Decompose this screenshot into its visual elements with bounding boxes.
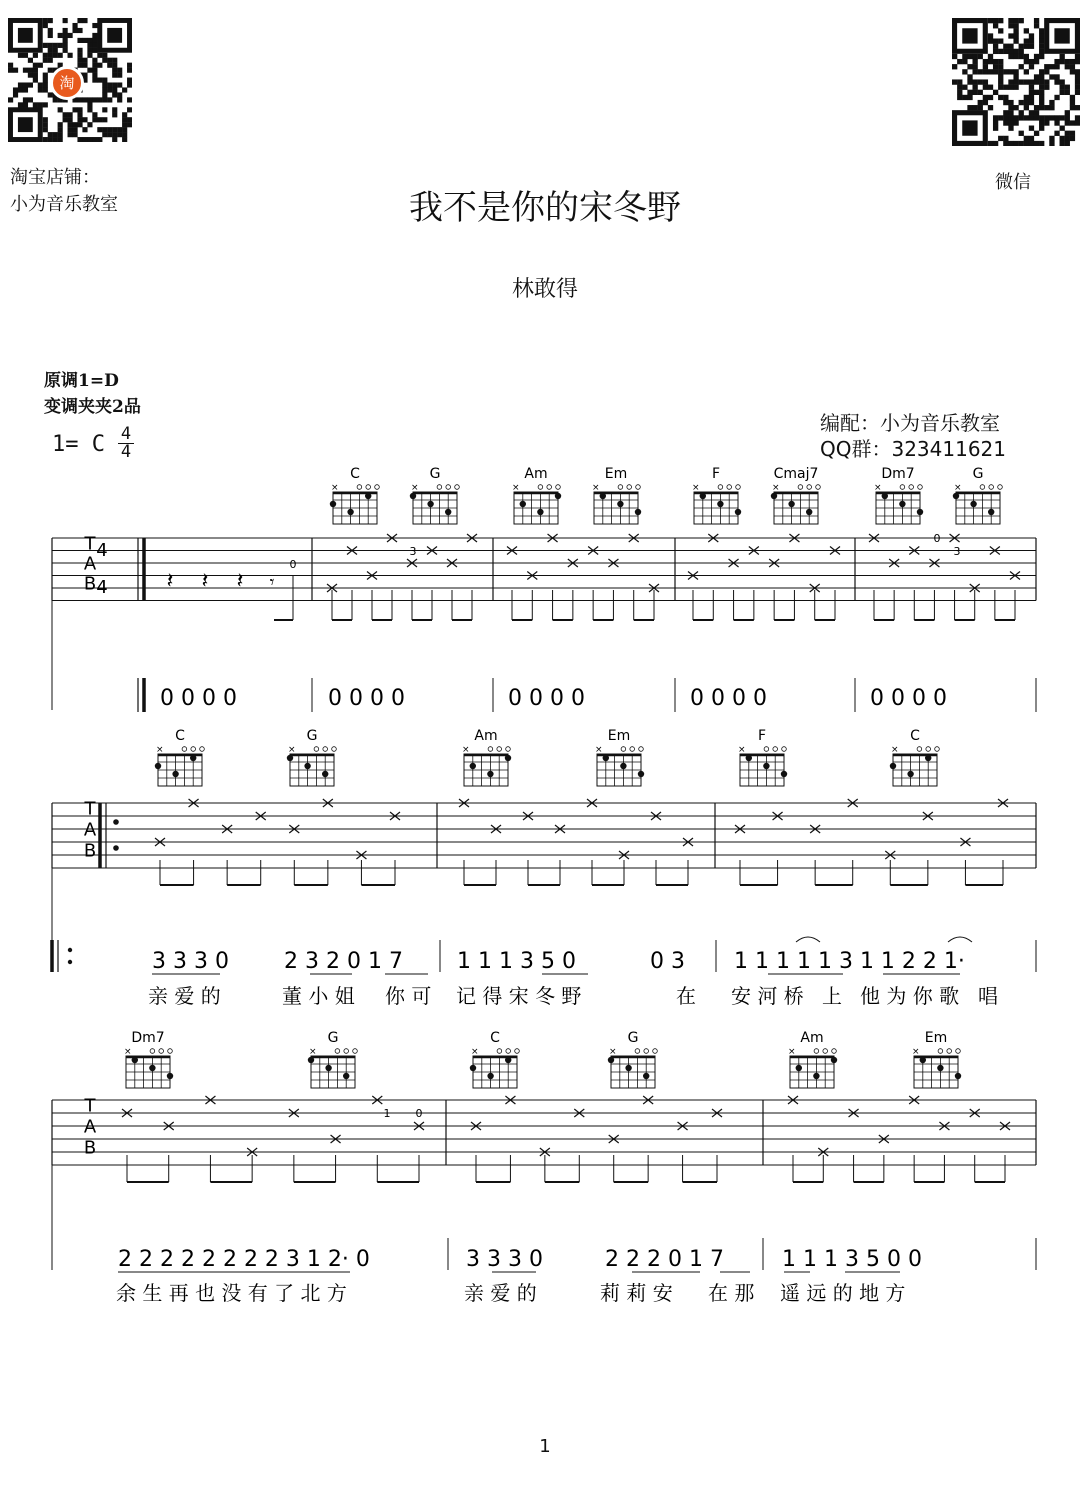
numbered-notation-measure: 1 1 1 3 5 0 — [457, 949, 576, 974]
chord-diagram-2-G — [308, 1030, 358, 1088]
muted-string-marks: × — [788, 1047, 796, 1057]
chord-diagram-5-Am — [788, 1030, 837, 1088]
tab-letter: B — [83, 573, 97, 595]
muted-string-marks: × — [595, 745, 603, 755]
chord-name: F — [711, 466, 721, 482]
tab-letter: T — [84, 798, 96, 820]
chord-diagram-2-G — [287, 728, 337, 786]
chord-diagram-7-Dm7 — [874, 466, 923, 524]
chord-diagram-8-G — [953, 466, 1003, 524]
rest-symbol: 𝄽 — [201, 569, 209, 594]
tab-number: 3 — [953, 545, 961, 558]
tab-number: 1 — [383, 1107, 391, 1120]
numbered-notation-measure: 2 2 2 2 2 2 2 2 3 1 2· 0 — [118, 1247, 370, 1272]
qq-group: QQ群：323411621 — [820, 437, 1007, 461]
song-title: 我不是你的宋冬野 — [409, 188, 681, 228]
shop-name: 小为音乐教室 — [10, 194, 118, 215]
chord-name: Am — [524, 466, 548, 482]
tie-mark — [948, 937, 972, 942]
taobao-badge: 淘 — [50, 66, 84, 100]
chord-name: G — [327, 1030, 339, 1046]
chord-name: Em — [604, 466, 628, 482]
arranger: 编配：小为音乐教室 — [820, 411, 1000, 435]
chord-name: Am — [800, 1030, 824, 1046]
chord-diagram-3-Am — [512, 466, 561, 524]
muted-string-marks: × — [156, 745, 164, 755]
song-artist: 林敢得 — [511, 277, 578, 302]
numbered-notation-measure: 0 0 0 0 — [690, 686, 767, 711]
muted-string-marks: × — [874, 483, 882, 493]
muted-string-marks: × — [462, 745, 470, 755]
chord-diagram-5-F — [738, 728, 787, 786]
tab-staff-3 — [52, 1096, 1036, 1165]
tab-letter: T — [84, 533, 96, 555]
numbered-notation-measure: 0 0 0 0 — [870, 686, 947, 711]
muted-string-marks: × — [592, 483, 600, 493]
muted-string-marks: × — [891, 745, 899, 755]
tab-letter: A — [83, 1116, 97, 1138]
lyric-segment: 上 — [822, 984, 842, 1008]
tab-letter: A — [83, 553, 97, 575]
numbered-notation-measure: 0 3 — [650, 949, 685, 974]
rest-symbol: 𝄽 — [166, 569, 174, 594]
lyric-segment: 遥 远 的 地 方 — [780, 1281, 906, 1305]
chord-diagram-1-C — [330, 466, 380, 524]
chord-diagram-4-G — [608, 1030, 658, 1088]
tab-staff-1 — [52, 533, 1036, 600]
chord-name: Em — [924, 1030, 948, 1046]
chord-name: C — [490, 1030, 500, 1046]
chord-name: Dm7 — [131, 1030, 165, 1046]
rest-symbol: 𝄽 — [236, 569, 244, 594]
numbered-notation-measure: 2 3 2 0 1 7 — [284, 949, 403, 974]
chord-name: G — [627, 1030, 639, 1046]
wechat-label: 微信 — [995, 172, 1031, 193]
chord-diagram-4-Em — [592, 466, 641, 524]
chord-diagram-5-F — [692, 466, 741, 524]
muted-string-marks: × — [738, 745, 746, 755]
tab-letter: T — [84, 1095, 96, 1117]
page-number: 1 — [539, 1436, 551, 1457]
capo-info: 变调夹夹2品 — [44, 397, 141, 417]
chord-diagram-4-Em — [595, 728, 644, 786]
numbered-notation-measure: 3 3 3 0 — [152, 949, 229, 974]
lyric-segment: 安 河 桥 — [731, 984, 804, 1008]
shop-label: 淘宝店铺： — [10, 167, 100, 188]
muted-string-marks: × — [288, 745, 296, 755]
muted-string-marks: × — [954, 483, 962, 493]
rest-symbol: 𝄾 — [269, 572, 275, 593]
tie-mark — [796, 937, 820, 942]
lyric-segment: 亲 爱 的 — [464, 1281, 537, 1305]
original-key: 原调1=D — [44, 371, 119, 391]
chord-name: Em — [607, 728, 631, 744]
muted-string-marks: × — [124, 1047, 132, 1057]
chord-diagram-6-Em — [912, 1030, 961, 1088]
lyric-segment: 他 为 你 歌 — [860, 984, 960, 1008]
lyric-segment: 莉 莉 安 — [600, 1281, 673, 1305]
lyric-segment: 唱 — [978, 984, 998, 1008]
tab-number: 0 — [289, 558, 297, 571]
chord-diagram-6-Cmaj7 — [771, 466, 821, 524]
numbered-notation-measure: 2 2 2 0 1 7 — [605, 1247, 724, 1272]
chord-name: C — [910, 728, 920, 744]
muted-string-marks: × — [772, 483, 780, 493]
chord-name: G — [972, 466, 984, 482]
lyric-segment: 记 得 宋 冬 野 — [456, 984, 582, 1008]
muted-string-marks: × — [309, 1047, 317, 1057]
tab-staff-2 — [52, 799, 1036, 868]
muted-string-marks: × — [912, 1047, 920, 1057]
muted-string-marks: × — [512, 483, 520, 493]
tab-number: 0 — [415, 1107, 423, 1120]
chord-diagram-3-C — [470, 1030, 520, 1088]
chord-diagram-1-C — [155, 728, 205, 786]
lyric-segment: 在 — [676, 984, 696, 1008]
numbered-notation-measure: 1 1 1 1 1 3 1 1 2 2 1· — [734, 949, 965, 974]
chord-name: C — [175, 728, 185, 744]
chord-name: G — [429, 466, 441, 482]
numbered-notation-measure: 3 3 3 0 — [466, 1247, 543, 1272]
key-signature: 1= C — [52, 432, 105, 457]
chord-name: Am — [474, 728, 498, 744]
tab-time-sig-top: 4 — [96, 540, 108, 561]
tab-letter: A — [83, 819, 97, 841]
muted-string-marks: × — [692, 483, 700, 493]
chord-diagram-6-C — [890, 728, 940, 786]
lyric-segment: 你 可 — [385, 984, 432, 1008]
lyric-segment: 亲 爱 的 — [148, 984, 221, 1008]
lyric-segment: 董 小 姐 — [282, 984, 355, 1008]
tab-number: 0 — [933, 532, 941, 545]
numbered-notation-measure: 0 0 0 0 — [160, 686, 237, 711]
chord-diagram-3-Am — [462, 728, 511, 786]
chord-name: G — [306, 728, 318, 744]
muted-string-marks: × — [471, 1047, 479, 1057]
chord-name: Dm7 — [881, 466, 915, 482]
lyric-segment: 在 那 — [708, 1281, 755, 1305]
muted-string-marks: × — [609, 1047, 617, 1057]
tab-letter: B — [83, 840, 97, 862]
chord-diagram-1-Dm7 — [124, 1030, 173, 1088]
tab-time-sig-bottom: 4 — [96, 577, 108, 598]
numbered-notation-measure: 1 1 1 3 5 0 0 — [782, 1247, 922, 1272]
time-signature: $\frac{4}{4}$ — [118, 426, 134, 461]
muted-string-marks: × — [331, 483, 339, 493]
chord-diagram-2-G — [410, 466, 460, 524]
tab-number: 3 — [409, 545, 417, 558]
numbered-notation-measure: 0 0 0 0 — [508, 686, 585, 711]
chord-name: C — [350, 466, 360, 482]
chord-name: F — [757, 728, 767, 744]
numbered-notation-measure: 0 0 0 0 — [328, 686, 405, 711]
muted-string-marks: × — [411, 483, 419, 493]
lyric-segment: 余 生 再 也 没 有 了 北 方 — [116, 1281, 347, 1305]
tab-letter: B — [83, 1137, 97, 1159]
chord-name: Cmaj7 — [773, 466, 819, 482]
